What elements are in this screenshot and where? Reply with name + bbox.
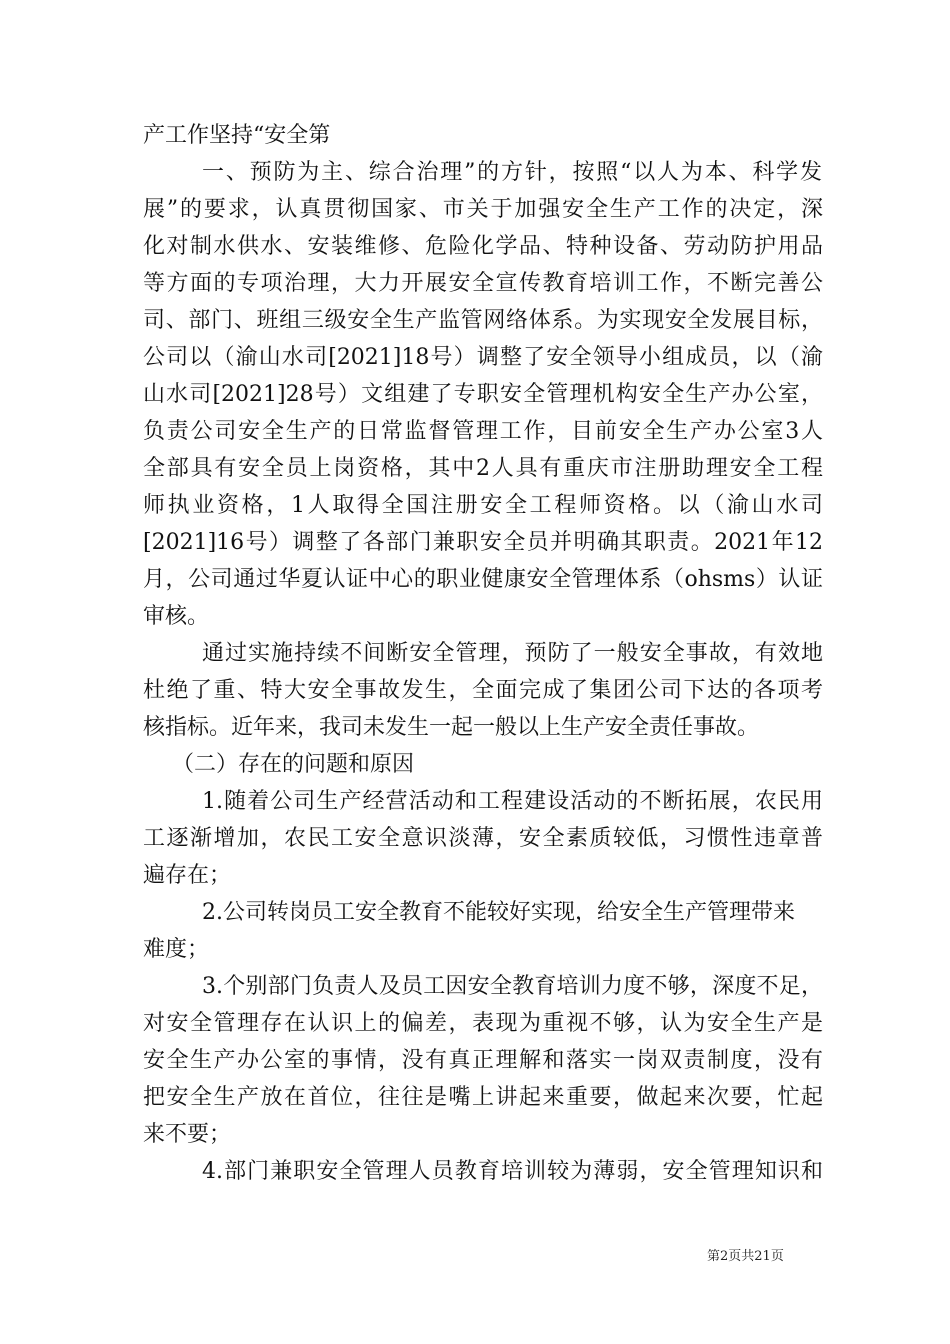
text-line-6: 司、部门、班组三级安全生产监管网络体系。为实现安全发展目标，: [143, 308, 823, 333]
text-line-13: 月，公司通过华夏认证中心的职业健康安全管理体系（ohsms）认证: [143, 567, 823, 592]
text-line-24: 3.个别部门负责人及员工因安全教育培训力度不够，深度不足，: [202, 974, 823, 999]
text-line-12: [2021]16号）调整了各部门兼职安全员并明确其职责。2021年12: [143, 530, 823, 555]
text-line-4: 化对制水供水、安装维修、危险化学品、特种设备、劳动防护用品: [143, 234, 823, 259]
text-line-28: 来不要；: [143, 1122, 232, 1147]
text-line-14: 审核。: [143, 604, 210, 629]
text-line-3: 展”的要求，认真贯彻国家、市关于加强安全生产工作的决定，深: [143, 197, 823, 222]
text-line-17: 核指标。近年来，我司未发生一起一般以上生产安全责任事故。: [143, 715, 760, 740]
text-line-5: 等方面的专项治理，大力开展安全宣传教育培训工作，不断完善公: [143, 271, 823, 296]
text-line-21: 遍存在；: [143, 863, 232, 888]
text-line-8: 山水司[2021]28号）文组建了专职安全管理机构安全生产办公室，: [143, 382, 823, 407]
text-line-7: 公司以（渝山水司[2021]18号）调整了安全领导小组成员，以（渝: [143, 345, 823, 370]
text-line-22: 2.公司转岗员工安全教育不能较好实现，给安全生产管理带来: [202, 900, 795, 925]
text-line-19: 1.随着公司生产经营活动和工程建设活动的不断拓展，农民用: [202, 789, 823, 814]
text-line-26: 安全生产办公室的事情，没有真正理解和落实一岗双责制度，没有: [143, 1048, 823, 1073]
text-line-11: 师执业资格，1人取得全国注册安全工程师资格。以（渝山水司: [143, 493, 823, 518]
text-line-23: 难度；: [143, 937, 210, 962]
page-number-footer: 第2页共21页: [707, 1249, 784, 1264]
text-line-20: 工逐渐增加，农民工安全意识淡薄，安全素质较低，习惯性违章普: [143, 826, 823, 851]
text-line-1: 产工作坚持“安全第: [143, 123, 331, 148]
text-line-9: 负责公司安全生产的日常监督管理工作，目前安全生产办公室3人: [143, 419, 823, 444]
text-line-27: 把安全生产放在首位，往往是嘴上讲起来重要，做起来次要，忙起: [143, 1085, 823, 1110]
text-line-2: 一、预防为主、综合治理”的方针，按照“以人为本、科学发: [202, 160, 822, 185]
text-line-15: 通过实施持续不间断安全管理，预防了一般安全事故，有效地: [202, 641, 823, 666]
text-line-16: 杜绝了重、特大安全事故发生，全面完成了集团公司下达的各项考: [143, 678, 823, 703]
text-line-10: 全部具有安全员上岗资格，其中2人具有重庆市注册助理安全工程: [143, 456, 823, 481]
text-line-25: 对安全管理存在认识上的偏差，表现为重视不够，认为安全生产是: [143, 1011, 823, 1036]
section-heading: （二）存在的问题和原因: [172, 752, 415, 777]
text-line-29: 4.部门兼职安全管理人员教育培训较为薄弱，安全管理知识和: [202, 1159, 823, 1184]
